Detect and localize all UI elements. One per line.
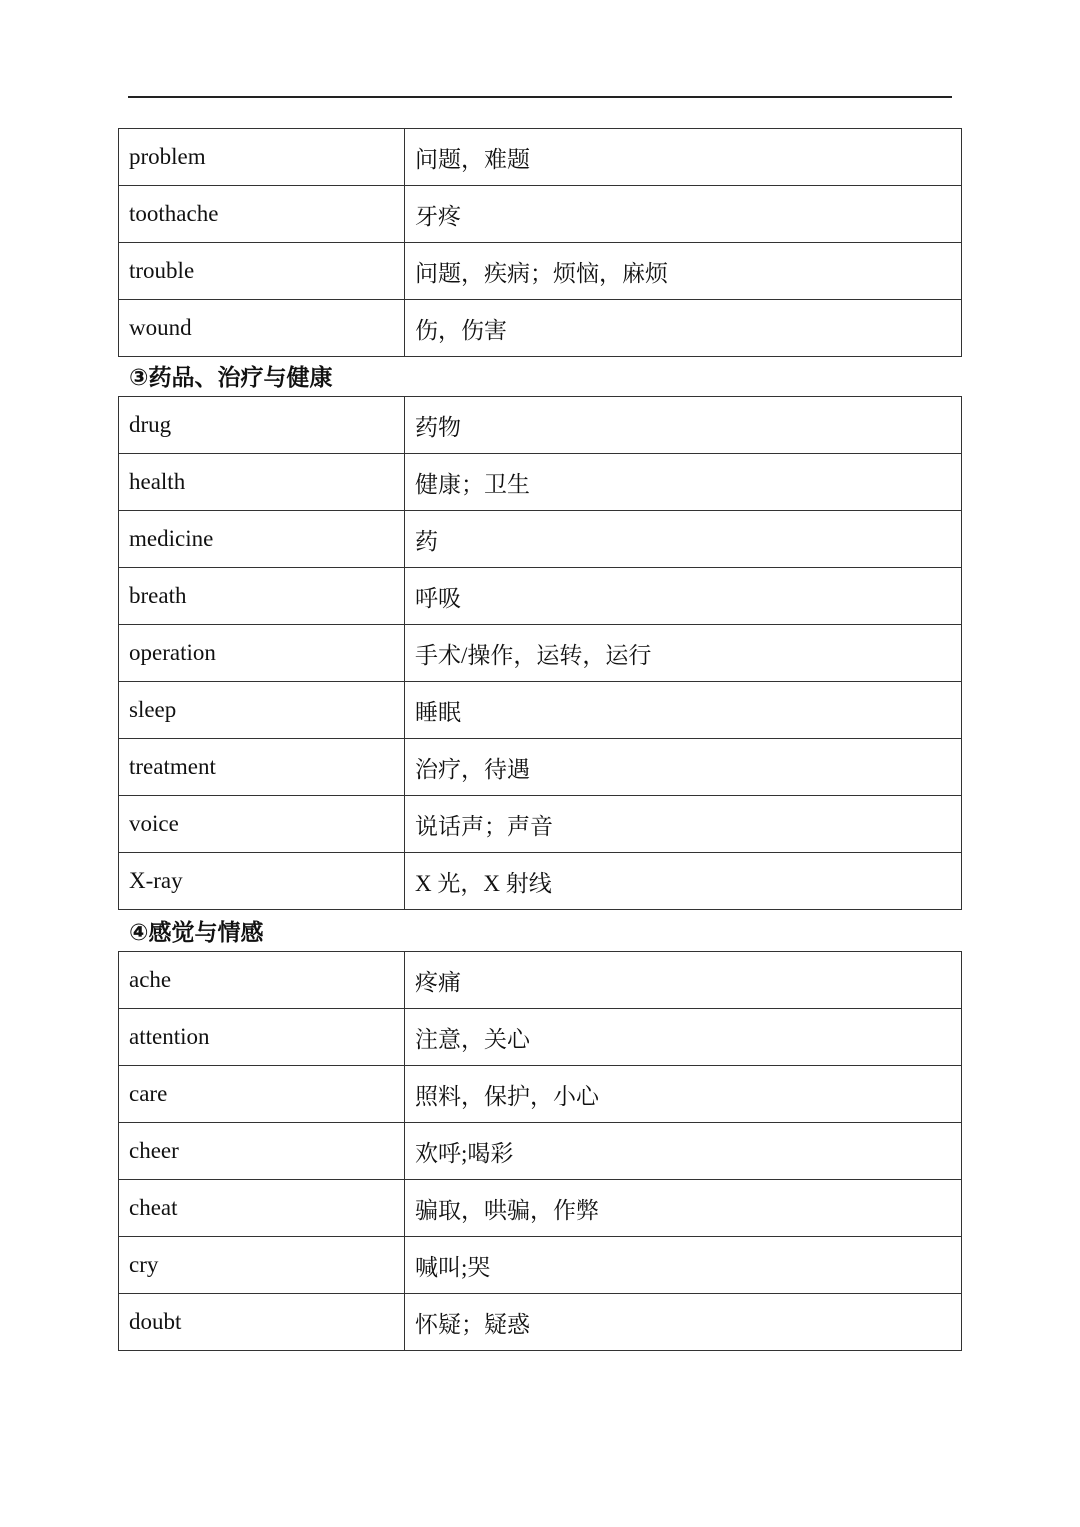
vocab-table-medicine (118, 396, 962, 910)
meaning-cell: 注意，关心 (405, 1009, 962, 1066)
term-cell: medicine (119, 511, 405, 568)
term-cell: X-ray (119, 853, 405, 910)
table-row (119, 682, 962, 739)
table-row (119, 129, 962, 186)
meaning-cell: 照料，保护，小心 (405, 1066, 962, 1123)
term-cell: cheer (119, 1123, 405, 1180)
term-cell: ache (119, 952, 405, 1009)
meaning-cell: 怀疑；疑惑 (405, 1294, 962, 1351)
meaning-cell: 手术/操作，运转，运行 (405, 625, 962, 682)
header-rule (128, 96, 952, 98)
term-cell: treatment (119, 739, 405, 796)
table-row (119, 853, 962, 910)
meaning-cell: 伤，伤害 (405, 300, 962, 357)
table-row (119, 952, 962, 1009)
meaning-cell: 睡眠 (405, 682, 962, 739)
term-cell: breath (119, 568, 405, 625)
term-cell: voice (119, 796, 405, 853)
term-cell: cheat (119, 1180, 405, 1237)
table-row (119, 1066, 962, 1123)
table-row (119, 568, 962, 625)
table-row (119, 1294, 962, 1351)
table-row (119, 625, 962, 682)
meaning-cell: 呼吸 (405, 568, 962, 625)
table-row (119, 243, 962, 300)
term-cell: doubt (119, 1294, 405, 1351)
term-cell: operation (119, 625, 405, 682)
meaning-cell: 药物 (405, 397, 962, 454)
table-row (119, 1009, 962, 1066)
table-row (119, 1180, 962, 1237)
table-row (119, 454, 962, 511)
meaning-cell: 牙疼 (405, 186, 962, 243)
term-cell: trouble (119, 243, 405, 300)
meaning-cell: 问题，难题 (405, 129, 962, 186)
meaning-cell: 疼痛 (405, 952, 962, 1009)
term-cell: toothache (119, 186, 405, 243)
term-cell: cry (119, 1237, 405, 1294)
term-cell: health (119, 454, 405, 511)
table-row (119, 397, 962, 454)
table-row (119, 1123, 962, 1180)
meaning-cell: 说话声；声音 (405, 796, 962, 853)
term-cell: care (119, 1066, 405, 1123)
term-cell: wound (119, 300, 405, 357)
meaning-cell: X 光，X 射线 (405, 853, 962, 910)
term-cell: attention (119, 1009, 405, 1066)
term-cell: drug (119, 397, 405, 454)
table-row (119, 511, 962, 568)
table-row (119, 186, 962, 243)
vocab-table-feelings (118, 951, 962, 1351)
meaning-cell: 喊叫;哭 (405, 1237, 962, 1294)
meaning-cell: 欢呼;喝彩 (405, 1123, 962, 1180)
table-row (119, 739, 962, 796)
table-row (119, 300, 962, 357)
table-row (119, 796, 962, 853)
vocab-table-illness (118, 128, 962, 357)
meaning-cell: 健康；卫生 (405, 454, 962, 511)
table-row (119, 1237, 962, 1294)
meaning-cell: 治疗，待遇 (405, 739, 962, 796)
meaning-cell: 问题，疾病；烦恼，麻烦 (405, 243, 962, 300)
section-heading-medicine: ③药品、治疗与健康 (129, 365, 333, 391)
meaning-cell: 药 (405, 511, 962, 568)
meaning-cell: 骗取，哄骗，作弊 (405, 1180, 962, 1237)
section-heading-feelings: ④感觉与情感 (129, 920, 264, 946)
term-cell: problem (119, 129, 405, 186)
term-cell: sleep (119, 682, 405, 739)
